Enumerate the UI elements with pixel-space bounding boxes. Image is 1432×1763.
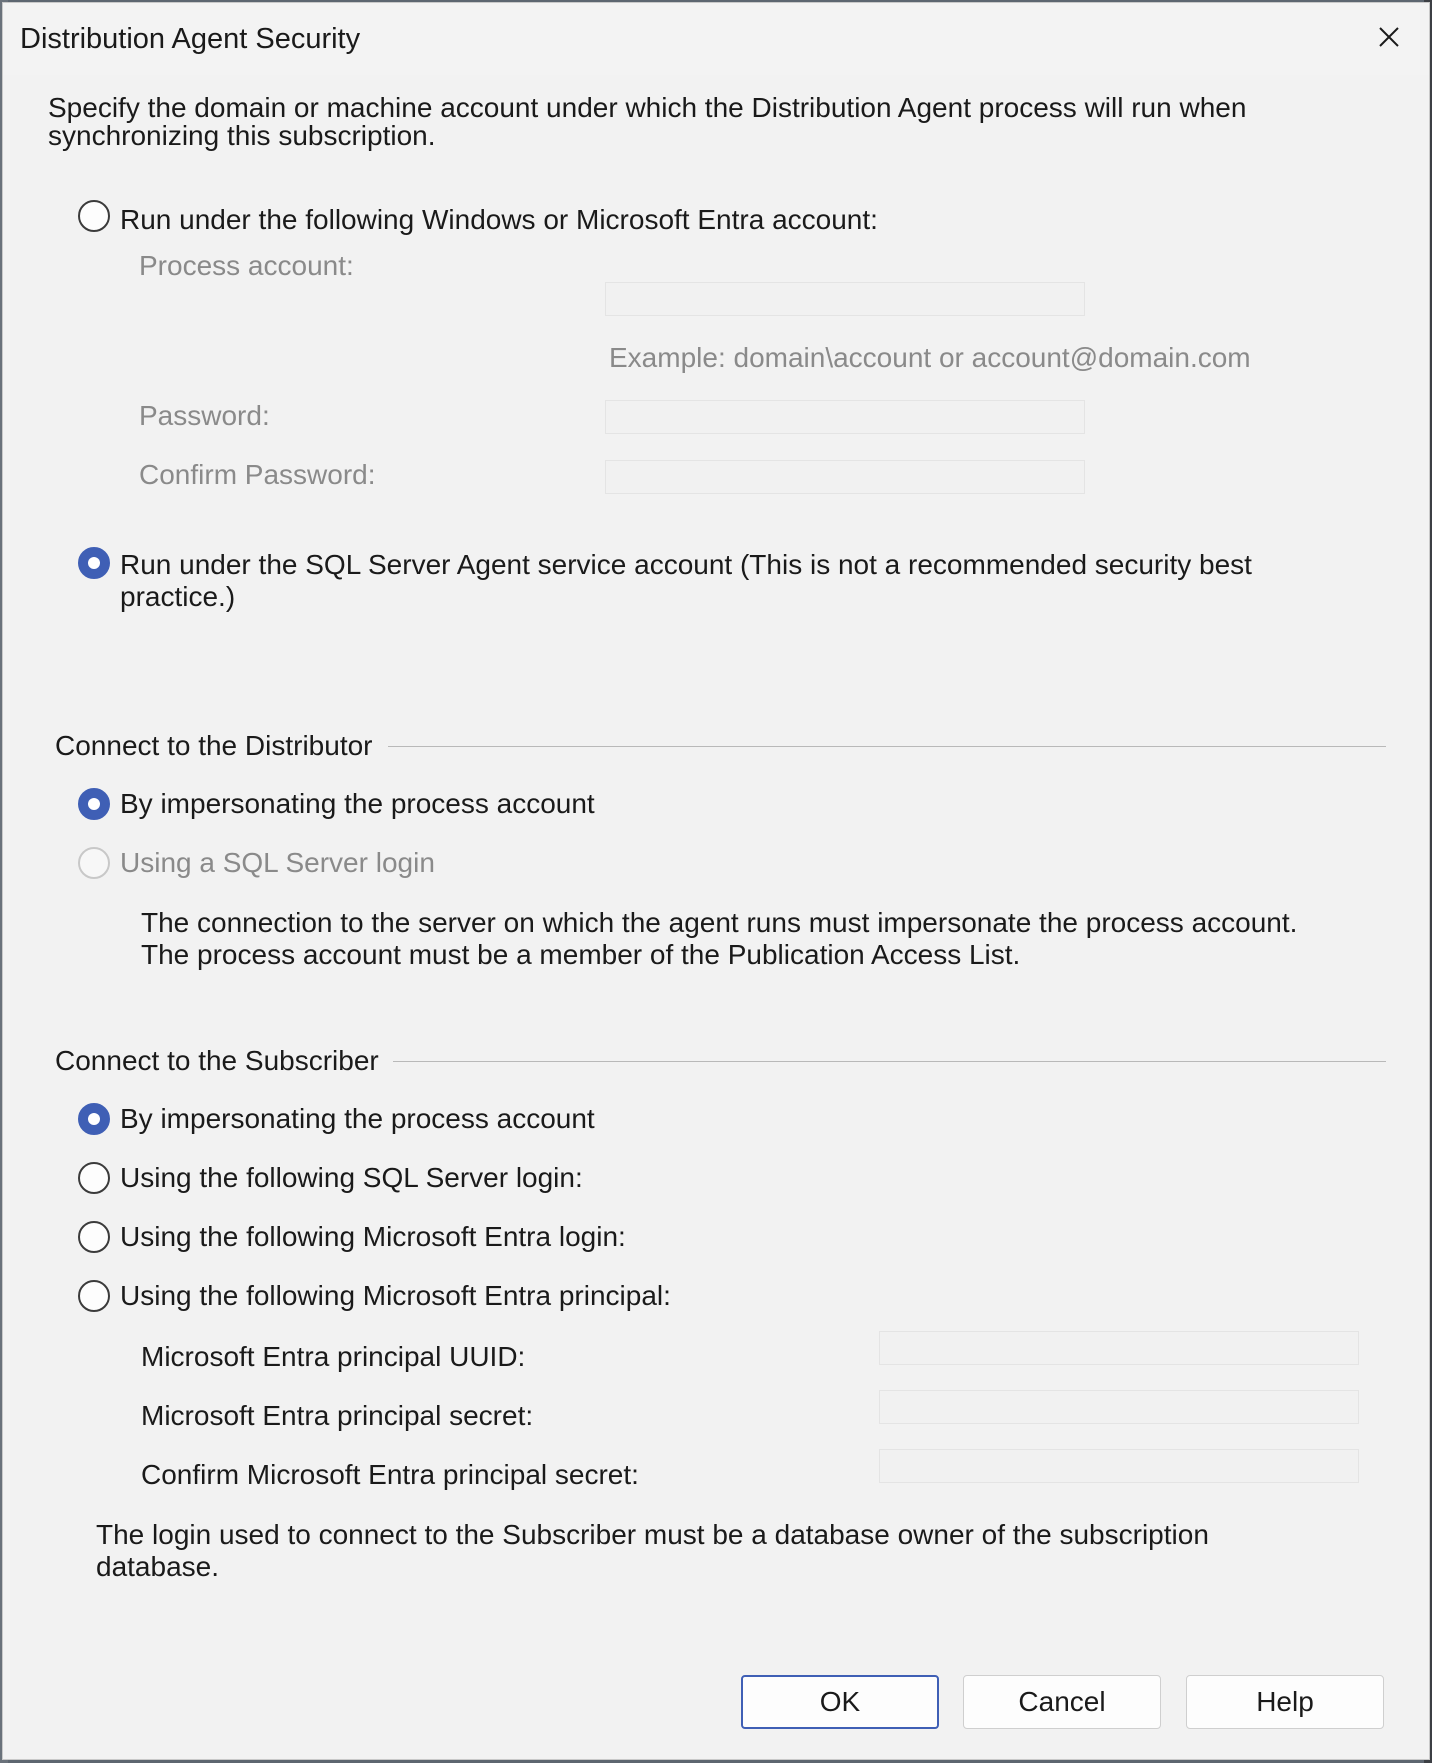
- label-windows-account: Run under the following Windows or Microsoft Entra account:: [120, 204, 878, 235]
- subscriber-separator: [393, 1061, 1386, 1062]
- label-subscriber-impersonate: By impersonating the process account: [120, 1103, 595, 1134]
- label-confirm-entra-principal-secret: Confirm Microsoft Entra principal secret:: [141, 1459, 639, 1490]
- help-button[interactable]: Help: [1186, 1675, 1384, 1729]
- intro-text-line2: synchronizing this subscription.: [48, 120, 436, 151]
- subscriber-note-line2: database.: [96, 1551, 219, 1582]
- confirm-entra-principal-secret-input[interactable]: [879, 1449, 1359, 1483]
- close-button[interactable]: [1363, 15, 1415, 59]
- intro-text-line1: Specify the domain or machine account under which the Distribution Agent process will run when: [48, 92, 1247, 123]
- label-subscriber-entra-principal: Using the following Microsoft Entra principal:: [120, 1280, 671, 1311]
- dialog-title: Distribution Agent Security: [20, 23, 361, 55]
- cancel-button[interactable]: Cancel: [963, 1675, 1161, 1729]
- label-process-account: Process account:: [139, 250, 354, 281]
- radio-subscriber-entra-principal[interactable]: [78, 1280, 110, 1312]
- ok-button[interactable]: OK: [741, 1675, 939, 1729]
- radio-sql-agent-account[interactable]: [78, 547, 110, 579]
- label-sql-agent-account-line1: Run under the SQL Server Agent service account (This is not a recommended security best: [120, 549, 1252, 580]
- subscriber-heading: Connect to the Subscriber: [55, 1045, 379, 1076]
- distributor-separator: [388, 746, 1386, 747]
- label-entra-principal-secret: Microsoft Entra principal secret:: [141, 1400, 534, 1431]
- label-subscriber-sql-login: Using the following SQL Server login:: [120, 1162, 583, 1193]
- radio-subscriber-sql-login[interactable]: [78, 1162, 110, 1194]
- radio-distributor-impersonate[interactable]: [78, 788, 110, 820]
- subscriber-note-line1: The login used to connect to the Subscriber must be a database owner of the subscription: [96, 1519, 1209, 1550]
- distributor-heading: Connect to the Distributor: [55, 730, 373, 761]
- radio-windows-account[interactable]: [78, 200, 110, 232]
- label-sql-agent-account-line2: practice.): [120, 581, 236, 612]
- label-password: Password:: [139, 400, 270, 431]
- label-distributor-impersonate: By impersonating the process account: [120, 788, 595, 819]
- label-distributor-sql-login: Using a SQL Server login: [120, 847, 435, 878]
- entra-principal-uuid-input[interactable]: [879, 1331, 1359, 1365]
- radio-distributor-sql-login[interactable]: [78, 847, 110, 879]
- distribution-agent-security-dialog: [2, 2, 1430, 1760]
- distributor-note-line2: The process account must be a member of the Publication Access List.: [141, 939, 1021, 970]
- close-icon: [1377, 25, 1401, 49]
- password-input[interactable]: [605, 400, 1085, 434]
- process-account-input[interactable]: [605, 282, 1085, 316]
- entra-principal-secret-input[interactable]: [879, 1390, 1359, 1424]
- label-entra-principal-uuid: Microsoft Entra principal UUID:: [141, 1341, 526, 1372]
- radio-subscriber-impersonate[interactable]: [78, 1103, 110, 1135]
- distributor-note-line1: The connection to the server on which the agent runs must impersonate the process account.: [141, 907, 1298, 938]
- label-subscriber-entra-login: Using the following Microsoft Entra login:: [120, 1221, 626, 1252]
- radio-subscriber-entra-login[interactable]: [78, 1221, 110, 1253]
- title-bar: [3, 3, 1429, 75]
- confirm-password-input[interactable]: [605, 460, 1085, 494]
- label-confirm-password: Confirm Password:: [139, 459, 376, 490]
- process-account-example: Example: domain\account or account@domain.com: [609, 342, 1251, 373]
